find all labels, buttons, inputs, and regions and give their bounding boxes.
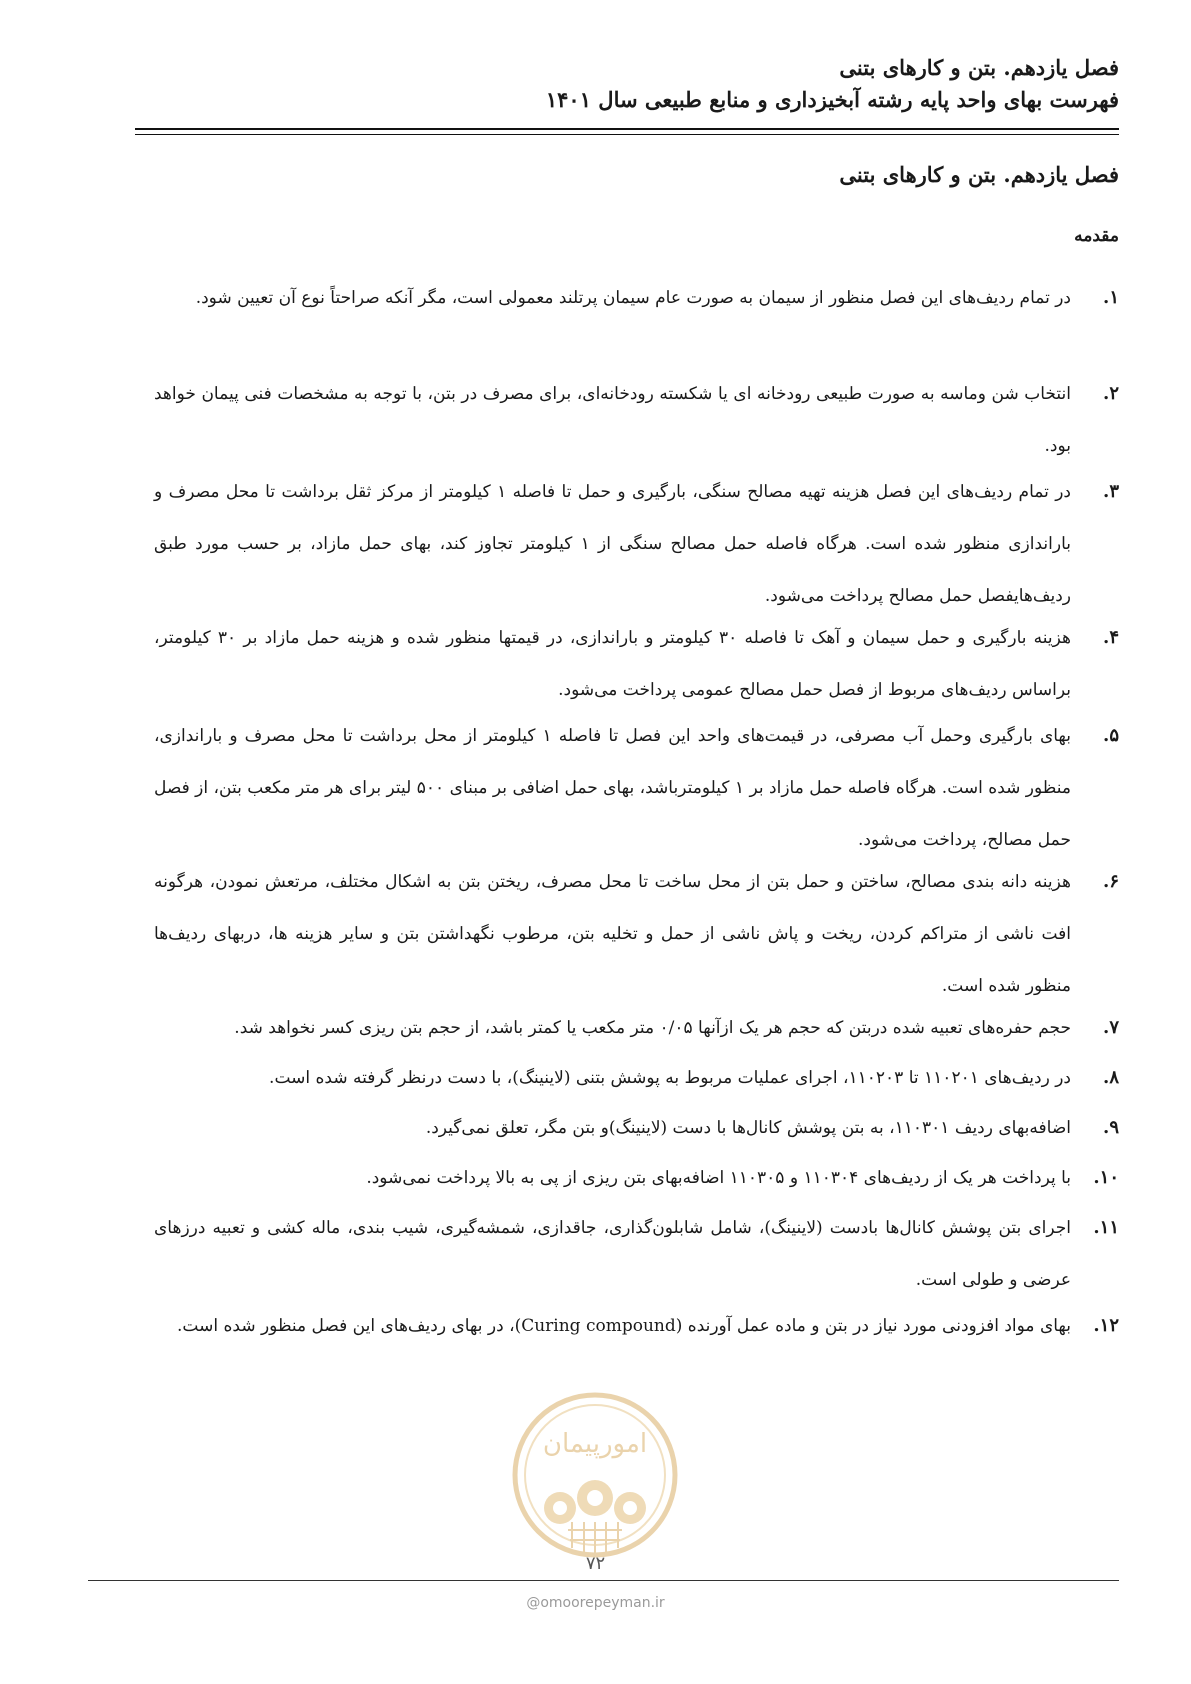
list-item-12 [154,1300,1119,1352]
item-number: ۲. [1103,383,1119,404]
item-text: بهای بارگیری وحمل آب مصرفی، در قیمت‌های واحد این فصل تا فاصله ۱ کیلومتر از محل برداشت تا محل مصرف و باراندازی، منظور شده است. هرگاه فاصله حمل مازاد بر ۱ کیلومترباشد، بهای حمل اضافی بر مبنای ۵۰۰ لیتر برای هر متر مکعب بتن، از فصل حمل مصالح، پرداخت می‌شود. [154,726,1072,850]
list-item-2 [154,368,1119,472]
item-text: با پرداخت هر یک از ردیف‌های ۱۱۰۳۰۴ و ۱۱۰۳۰۵ اضافه‌بهای بتن ریزی از پی به بالا پرداخت نمی‌شود. [366,1168,1071,1188]
item-text: هزینه بارگیری و حمل سیمان و آهک تا فاصله ۳۰ کیلومتر و باراندازی، در قیمتها منظور شده و هزینه حمل مازاد بر ۳۰ کیلومتر، براساس ردیف‌های مربوط از فصل حمل مصالح عمومی پرداخت می‌شود. [154,628,1072,700]
list-item-7 [154,1002,1119,1054]
item-number: ۱۲. [1093,1315,1119,1336]
item-text: اجرای بتن پوشش کانال‌ها بادست (لاینینگ)، شامل شابلون‌گذاری، جاقدازی، شمشه‌گیری، شیب بندی، ماله کشی و تعبیه درزهای عرضی و طولی است. [154,1218,1071,1290]
item-text: اضافه‌بهای ردیف ۱۱۰۳۰۱، به بتن پوشش کانال‌ها با دست (لاینینگ)و بتن مگر، تعلق نمی‌گیرد. [425,1118,1071,1138]
item-number: ۳. [1103,481,1119,502]
item-number: ۵. [1103,725,1119,746]
item-text: در تمام ردیف‌های این فصل هزینه تهیه مصالح سنگی، بارگیری و حمل تا فاصله ۱ کیلومتر از مرکز ثقل برداشت تا محل مصرف و باراندازی منظور شده است. هرگاه فاصله حمل مصالح سنگی از ۱ کیلومتر تجاوز کند، بهای حمل مازاد، بر حسب مورد طبق ردیف‌هایفصل حمل مصالح پرداخت می‌شود. [154,482,1071,606]
footer-divider [88,1580,1119,1581]
item-number: ۹. [1103,1117,1119,1138]
item-number: ۴. [1103,627,1119,648]
item-number: ۸. [1103,1067,1119,1088]
item-text: بهای مواد افزودنی مورد نیاز در بتن و ماده عمل آورنده (Curing compound)، در بهای ردیف‌های این فصل منظور شده است. [177,1316,1071,1336]
item-text: هزینه دانه بندی مصالح، ساختن و حمل بتن از محل ساخت تا محل مصرف، ریختن بتن به اشکال مختلف، مرتعش نمودن، هرگونه افت ناشی از متراکم کردن، ریخت و پاش ناشی از حمل و تخلیه بتن، مرطوب نگهداشتن بتن و سایر هزینه ها، دربهای ردیف‌ها منظور شده است. [154,872,1071,996]
intro-heading: مقدمه [1074,226,1119,246]
page-header [130,52,1119,116]
item-number: ۷. [1103,1017,1119,1038]
watermark-seal [510,1390,680,1560]
chapter-title: فصل یازدهم. بتن و کارهای بتنی [839,162,1119,187]
list-item-1 [154,272,1119,324]
watermark-label: امورپیمان [542,1429,648,1459]
list-item-10 [154,1152,1119,1204]
item-text: در ردیف‌های ۱۱۰۲۰۱ تا ۱۱۰۲۰۳، اجرای عملیات مربوط به پوشش بتنی (لاینینگ)، با دست درنظر گرفته شده است. [269,1068,1071,1088]
list-item-11 [154,1202,1119,1306]
item-number: ۶. [1103,871,1119,892]
header-chapter-title: فصل یازدهم. بتن و کارهای بتنی [839,55,1119,80]
gear-seal-icon [510,1390,680,1560]
item-text: در تمام ردیف‌های این فصل منظور از سیمان به صورت عام سیمان پرتلند معمولی است، مگر آنکه صراحتاً نوع آن تعیین شود. [195,288,1071,308]
header-divider-thick [135,128,1119,130]
item-number: ۱۱. [1093,1217,1119,1238]
page-number: ۷۲ [585,1553,606,1574]
header-document-title: فهرست بهای واحد پایه رشته آبخیزداری و منابع طبیعی سال ۱۴۰۱ [545,87,1119,112]
item-text: انتخاب شن وماسه به صورت طبیعی رودخانه ای یا شکسته رودخانه‌ای، برای مصرف در بتن، با توجه به مشخصات فنی پیمان خواهد بود. [154,384,1071,456]
list-item-9 [154,1102,1119,1154]
item-number: ۱. [1103,287,1119,308]
item-number: ۱۰. [1093,1167,1119,1188]
list-item-4 [154,612,1119,716]
header-divider-thin [135,134,1119,135]
list-item-5 [154,710,1119,866]
list-item-3 [154,466,1119,622]
item-text: حجم حفره‌های تعبیه شده دربتن که حجم هر یک ازآنها ۰/۰۵ متر مکعب یا کمتر باشد، از حجم بتن ریزی کسر نخواهد شد. [234,1018,1071,1038]
list-item-8 [154,1052,1119,1104]
site-watermark-label: @omoorepeyman.ir [526,1595,665,1611]
list-item-6 [154,856,1119,1012]
